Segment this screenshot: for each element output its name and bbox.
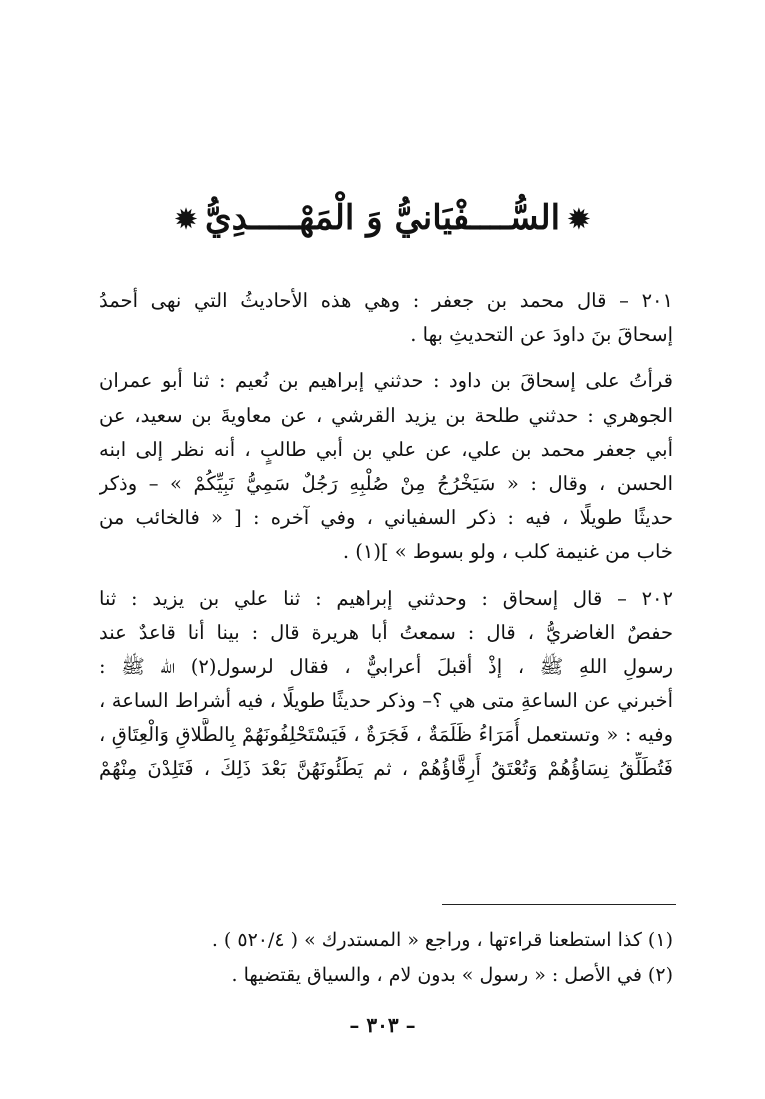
paragraph-201 [99, 284, 673, 352]
text-line: الحسن ، وقال : « سَيَخْرُجُ مِنْ صُلْبِهِ رَجُلٌ سَمِيُّ نَبِيِّكُمْ » – وذكر [99, 471, 673, 495]
text-line: حديثًا طويلًا ، فيه : ذكر السفياني ، وفي آخره : [ « فالخائب من [99, 506, 673, 530]
chapter-title [0, 192, 765, 246]
text-line: الجوهري : حدثني طلحة بن يزيد القرشي ، عن معاويةَ بن سعيد، عن [99, 403, 673, 427]
text-line: فَتُطَلِّقُ نِسَاؤُهُمْ وَتُعْتَقُ أَرِقَّاؤُهُمْ ، ثم يَطَئُونَهُنَّ بَعْدَ ذَلِكَ ، فَتَلِدْنَ مِنْهُمْ [99, 757, 673, 781]
page-number: – ٣٠٣ – [349, 1013, 416, 1037]
text-line: وفيه : « وتستعمل أُمَرَاءُ ظَلَمَةٌ ، فَجَرَةٌ ، فَيَسْتَحْلِفُونَهُمْ بِالطَّلاقِ وَالْعِتَاقِ ، [99, 723, 673, 747]
text-line: أبي جعفر محمد بن علي، عن علي بن أبي طالبٍ ، أنه نظر إلى ابنه [99, 437, 673, 461]
paragraph-202 [99, 582, 673, 787]
ornament-icon: ✹ [568, 205, 590, 235]
chapter-title-text: السُّــــفْيَانيُّ وَ الْمَهْـــــدِيُّ [204, 198, 561, 238]
text-line: حفصٌ الغاضريُّ ، قال : سمعتُ أبا هريرة قال : بينا أنا قاعدٌ عند [99, 620, 673, 644]
text-line: إسحاقَ بنَ داودَ عن التحديثِ بها . [410, 323, 673, 347]
main-text [99, 284, 673, 799]
paragraph-isnad [99, 364, 673, 569]
footnote-separator [442, 904, 676, 905]
footnotes [150, 923, 673, 993]
text-line: ٢٠٢ – قال إسحاق : وحدثني إبراهيم : ثنا علي بن يزيد : ثنا [99, 586, 673, 610]
text-line: أخبرني عن الساعةِ متى هي ؟– وذكر حديثًا طويلًا ، فيه أشراط الساعة ، [99, 689, 673, 713]
text-line: رسولِ اللهِ ﷺ ، إذْ أقبلَ أعرابيٌّ ، فقال لرسول(٢) الله ﷺ : [99, 654, 673, 678]
text-line: خاب من غنيمة كلب ، ولو بسوط » ](١) . [342, 540, 673, 564]
text-line: ٢٠١ – قال محمد بن جعفر : وهي هذه الأحاديثُ التي نهى أحمدُ [99, 289, 673, 312]
text-line: قرأتُ على إسحاقَ بن داود : حدثني إبراهيم بن نُعيم : ثنا أبو عمران [99, 369, 673, 393]
ornament-icon: ✹ [175, 205, 197, 235]
footnote-1: (١) كذا استطعنا قراءتها ، وراجع « المستدرك » ( ٥٢٠/٤ ) . [211, 929, 673, 951]
footnote-2: (٢) في الأصل : « رسول » بدون لام ، والسياق يقتضيها . [231, 964, 673, 986]
